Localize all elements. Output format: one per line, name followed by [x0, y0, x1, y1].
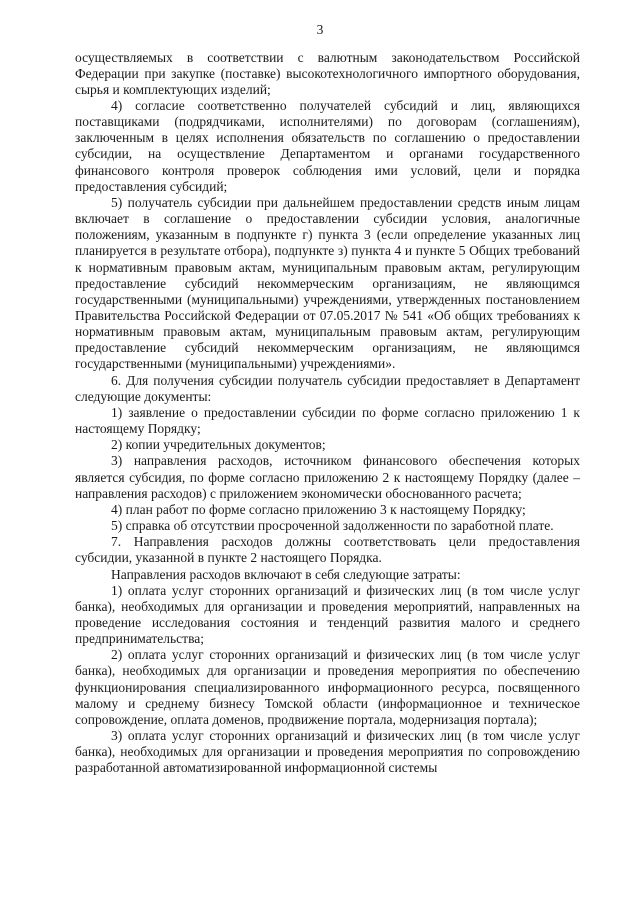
page-number: 3	[316, 22, 324, 37]
paragraph-doc-2-founding-docs: 2) копии учредительных документов;	[111, 437, 326, 453]
paragraph-doc-4-work-plan: 4) план работ по форме согласно приложению 3 к настоящему Порядку;	[111, 501, 526, 517]
paragraph-clause-7: 7. Направления расходов должны соответствовать цели предоставления субсидии, указанной в пункте 2 настоящего Порядка.	[75, 534, 580, 566]
document-body	[75, 50, 580, 777]
paragraph-continuation: осуществляемых в соответствии с валютным законодательством Российской Федерации при закупке (поставке) высокотехнологичного импортного оборудования, сырья и комплектующих изделий;	[75, 49, 580, 97]
paragraph-expense-1: 1) оплата услуг сторонних организаций и физических лиц (в том числе услуг банка), необходимых для организации и проведения мероприятий, направленных на проведение исследования состояния и тенденций развития малого и среднего предпринимательства;	[75, 582, 580, 647]
paragraph-doc-3-expense-directions: 3) направления расходов, источником финансового обеспечения которых является субсидия, по форме согласно приложению 2 к настоящему Порядку (далее – направления расходов) с приложением экономически обоснованного расчета;	[75, 453, 580, 501]
paragraph-expenses-intro: Направления расходов включают в себя следующие затраты:	[111, 566, 461, 582]
paragraph-item-4-consent: 4) согласие соответственно получателей субсидий и лиц, являющихся поставщиками (подрядчиками, исполнителями) по договорам (соглашениям), заключенным в целях исполнения обязательств по соглашению о предоставлении субсидии, на осуществление Департаментом и органами государственного финансового контроля проверок соблюдения ими условий, цели и порядка предоставления субсидий;	[75, 97, 580, 194]
paragraph-expense-3: 3) оплата услуг сторонних организаций и физических лиц (в том числе услуг банка), необходимых для организации и проведения мероприятия по сопровождению разработанной автоматизированной информационной системы	[75, 728, 580, 776]
paragraph-item-5-recipient-obligation: 5) получатель субсидии при дальнейшем предоставлении средств иным лицам включает в соглашение о предоставлении субсидии условия, аналогичные положениям, указанным в подпункте г) пункта 3 (если определение указанных лиц планируется в результате отбора), подпункте з) пункта 4 и пункте 5 Общих требований к нормативным правовым актам, муниципальным правовым актам, регулирующим предоставление субсидий некоммерческим организациям, не являющимся государственными (муниципальными) учреждениями, утвержденных постановлением Правительства Российской Федерации от 07.05.2017 № 541 «Об общих требованиях к нормативным правовым актам, муниципальным правовым актам, регулирующим предоставление субсидий некоммерческим организациям, не являющимся государственными (муниципальными) учреждениями».	[75, 194, 580, 372]
paragraph-doc-5-salary-certificate: 5) справка об отсутствии просроченной задолженности по заработной плате.	[111, 518, 554, 534]
paragraph-clause-6: 6. Для получения субсидии получатель субсидии предоставляет в Департамент следующие документы:	[75, 372, 580, 404]
paragraph-expense-2: 2) оплата услуг сторонних организаций и физических лиц (в том числе услуг банка), необходимых для организации и проведения мероприятия по обеспечению функционирования специализированного информационного ресурса, посвященного малому и среднему бизнесу Томской области (информационное и техническое сопровождение, оплата доменов, продвижение портала, модернизация портала);	[75, 647, 580, 727]
paragraph-doc-1-application: 1) заявление о предоставлении субсидии по форме согласно приложению 1 к настоящему Порядку;	[75, 404, 580, 437]
